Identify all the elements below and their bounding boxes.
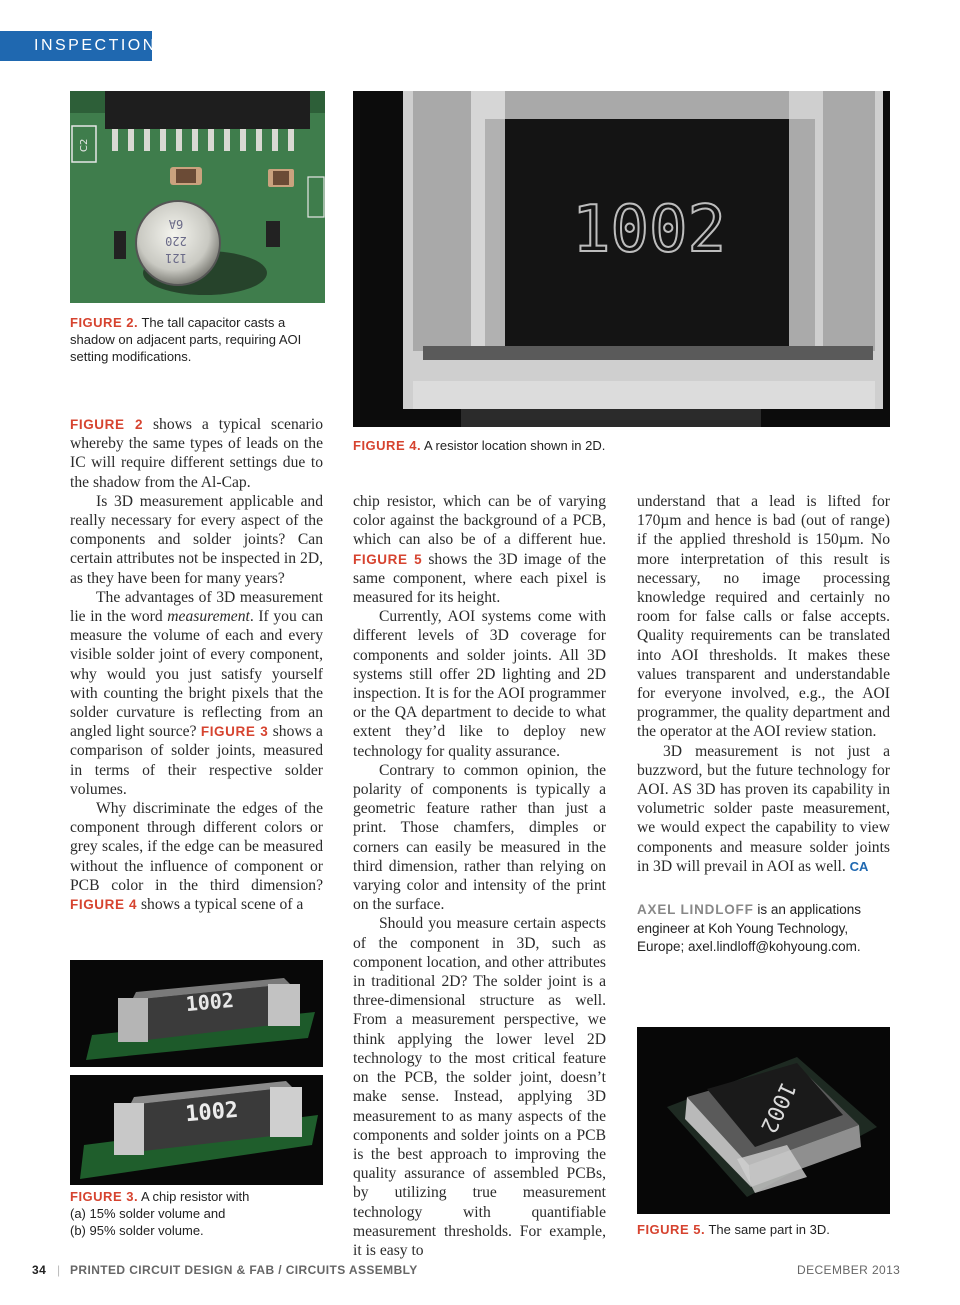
page-number: 34 (32, 1263, 47, 1277)
col1-paragraph-2: Is 3D measurement applicable and really necessary for every aspect of the components and solder joints? Can certain attributes not be inspected in 2D, as they have been for many years? (70, 492, 323, 587)
figure-2-caption-text: The tall capacitor casts a shadow on adjacent parts, requiring AOI setting modifications. (70, 315, 302, 364)
col2-paragraph-2: Currently, AOI systems come with different levels of 3D coverage for components and solder joints. All 3D systems still offer 2D lighting and 2D inspection. It is for the AOI programmer or the QA department to decide to what extent they’d like to deploy new technology for quality assurance. (353, 608, 606, 760)
figure-4-label: FIGURE 4. (353, 438, 422, 453)
figure-3a-photo (70, 960, 323, 1067)
figure-3b-marking: 1002 (184, 1097, 240, 1128)
figure-2-caption (70, 314, 315, 365)
figure-4-caption (353, 437, 853, 454)
cap-marking-2: 220 (165, 234, 187, 248)
col1-emphasis: measurement (167, 608, 250, 626)
figure-3-caption (70, 1188, 320, 1239)
col2-paragraph-4: Should you measure certain aspects of the component in 3D, such as component location, and other attributes in traditional 2D? The solder joint is a three-dimensional structure as well. From a measurement perspective, we think applying the lower level 2D technology to the most critical feature on the PCB, the solder joint, doesn’t make sense. Instead, applying 3D measurement to as many aspects of the components and solder joints on a PCB is the best approach to improving the quality assurance of assembled PCBs, by utilizing true measurement technology with quantifiable measurement thresholds. For example, it is easy to (353, 915, 606, 1259)
col1-paragraph-4b: shows a typical scene of a (137, 896, 304, 914)
col1-paragraph-3a: The advantages of 3D measurement lie in the word (70, 588, 323, 626)
publication-name: PRINTED CIRCUIT DESIGN & FAB / CIRCUITS ASSEMBLY (70, 1263, 418, 1277)
col1-paragraph-3b: . If you can measure the volume of each and every visible solder joint of every component, why would you just satisfy yourself with counting the bright pixels that the solder curvature is reflecting from an angled light source? (70, 608, 323, 741)
figure-2-label: FIGURE 2. (70, 315, 139, 330)
figure-4-photo (353, 91, 890, 427)
col1-paragraph-3c: shows a comparison of solder joints, measured in terms of their respective solder volumes. (70, 723, 323, 798)
figure-3-caption-line-2: (a) 15% solder volume and (70, 1206, 226, 1221)
figure-2-ref: FIGURE 2 (70, 417, 144, 432)
figure-5-marking: 1002 (754, 1077, 800, 1137)
author-name: AXEL LINDLOFF (637, 902, 754, 917)
figure-3-caption-line-1: A chip resistor with (140, 1189, 250, 1204)
cap-marking-3: 6A (168, 217, 184, 231)
figure-3-label: FIGURE 3. (70, 1189, 139, 1204)
footer-divider: | (57, 1263, 61, 1277)
col3-paragraph-1: understand that a lead is lifted for 170µm and hence is bad (out of range) if the applied threshold is 150µm. No more interpretation of this result is necessary, no image processing knowledge required and certainly no room for false calls or false accepts. Quality requirements can be translated into AOI thresholds. It makes these values transparent and understandable for everyone involved, e.g., the AOI programmer, the quality department and the operator at the AOI review station. (637, 493, 890, 741)
author-bio (637, 901, 897, 957)
figure-5-ref: FIGURE 5 (353, 551, 423, 567)
figure-4-caption-text: A resistor location shown in 2D. (423, 438, 606, 453)
col3-paragraph-2: 3D measurement is not just a buzzword, but the future technology for AOI. AS 3D has proven its capability in volumetric solder paste measurement, we would expect the capability to view components and measure solder joints in 3D will prevail in AOI as well. (637, 742, 890, 875)
col2-paragraph-1a: chip resistor, which can be of varying color against the background of a PCB, which can also be of a different hue. (353, 493, 606, 549)
figure-5-label: FIGURE 5. (637, 1222, 706, 1237)
figure-3-ref: FIGURE 3 (200, 724, 269, 740)
section-tag: INSPECTION (0, 31, 152, 61)
figure-3-caption-line-3: (b) 95% solder volume. (70, 1223, 204, 1238)
col1-paragraph-1: shows a typical scenario whereby the same types of leads on the IC will require different settings due to the shadow from the Al-Cap. (70, 416, 323, 491)
figure-4-ref: FIGURE 4 (70, 897, 138, 913)
figure-5-caption (637, 1221, 887, 1238)
figure-3a-marking: 1002 (184, 987, 235, 1017)
board-marking: C2 (79, 138, 90, 152)
end-mark: CA (849, 858, 869, 874)
column-3 (637, 492, 890, 876)
figure-4-marking: 1002 (571, 193, 727, 267)
column-1 (70, 415, 323, 914)
figure-5-photo (637, 1027, 890, 1214)
col2-paragraph-3: Contrary to common opinion, the polarity of components is typically a geometric feature rather than just a print. Those chamfers, dimples or corners can easily be measured in the third dimension, rather than relying on varying color and intensity of the print on the surface. (353, 761, 606, 914)
figure-5-caption-text: The same part in 3D. (708, 1222, 830, 1237)
figure-2-photo (70, 91, 325, 303)
issue-date: DECEMBER 2013 (797, 1263, 901, 1277)
col2-paragraph-1b: shows the 3D image of the same component, where each pixel is measured for its height. (353, 550, 606, 607)
col1-paragraph-4a: Why discriminate the edges of the component through different colors or grey scales, if the edge can be measured without the influence of component or PCB color in the third dimension? (70, 800, 323, 894)
column-2 (353, 492, 606, 1260)
author-bio-text: is an applications engineer at Koh Young Technology, Europe; axel.lindloff@kohyoung.com. (637, 902, 861, 954)
figure-3b-photo (70, 1075, 323, 1185)
cap-marking-1: 121 (165, 251, 187, 265)
